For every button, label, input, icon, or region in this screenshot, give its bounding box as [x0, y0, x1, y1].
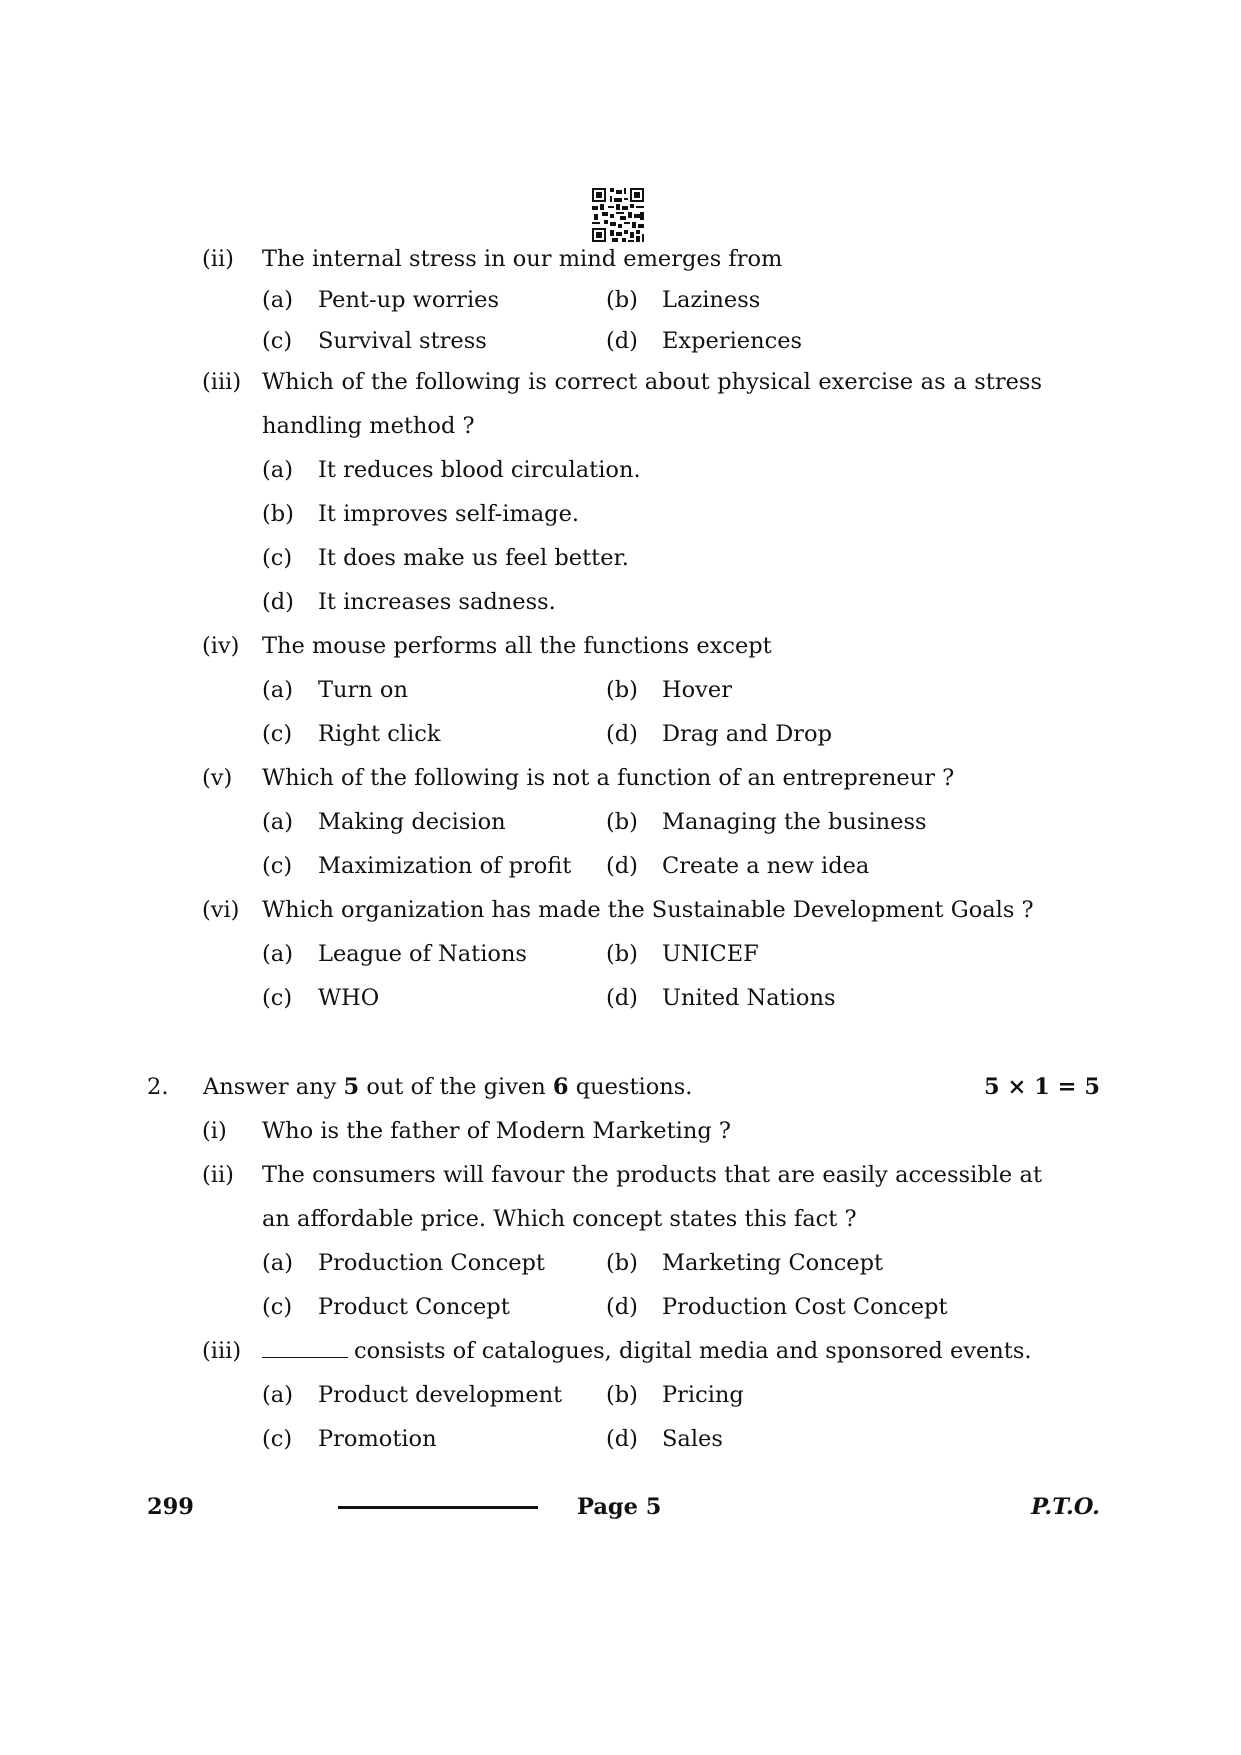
option-letter: (d) [606, 1294, 638, 1320]
marks-allocation: 5 × 1 = 5 [983, 1074, 1100, 1100]
option-letter: (a) [262, 1382, 293, 1408]
option-letter: (c) [262, 328, 293, 354]
question-number: (i) [202, 1118, 227, 1144]
option-letter: (a) [262, 457, 293, 483]
option-text: Product development [318, 1382, 563, 1408]
option-letter: (d) [606, 853, 638, 879]
question-number: (ii) [202, 246, 234, 272]
question-text: The consumers will favour the products that are easily accessible at [262, 1162, 1042, 1188]
paper-code: 299 [147, 1494, 194, 1520]
section-instruction: Answer any 5 out of the given 6 questions. [203, 1074, 693, 1100]
option-letter: (d) [606, 1426, 638, 1452]
footer-divider [338, 1506, 538, 1509]
option-letter: (d) [262, 589, 294, 615]
option-text: Production Concept [318, 1250, 545, 1276]
option-letter: (b) [606, 809, 638, 835]
option-text: Hover [662, 677, 732, 703]
option-letter: (d) [606, 721, 638, 747]
fill-in-blank [262, 1339, 348, 1358]
option-text: Pricing [662, 1382, 744, 1408]
option-letter: (c) [262, 853, 293, 879]
question-text: Who is the father of Modern Marketing ? [262, 1118, 731, 1144]
option-letter: (b) [606, 1250, 638, 1276]
question-text: The mouse performs all the functions except [262, 633, 772, 659]
option-text: Survival stress [318, 328, 487, 354]
option-letter: (a) [262, 941, 293, 967]
option-text: It improves self-image. [318, 501, 580, 527]
question-text-continued: handling method ? [262, 413, 475, 439]
question-text: Which organization has made the Sustainable Development Goals ? [262, 897, 1034, 923]
question-text: The internal stress in our mind emerges from [262, 246, 783, 272]
question-number: (iv) [202, 633, 240, 659]
question-number: (ii) [202, 1162, 234, 1188]
option-letter: (d) [606, 328, 638, 354]
option-text: League of Nations [318, 941, 527, 967]
option-letter: (c) [262, 1294, 293, 1320]
option-letter: (c) [262, 545, 293, 571]
option-text: It increases sadness. [318, 589, 556, 615]
option-letter: (c) [262, 985, 293, 1011]
option-text: Create a new idea [662, 853, 870, 879]
option-letter: (c) [262, 1426, 293, 1452]
page-number: Page 5 [577, 1494, 662, 1520]
option-letter: (b) [606, 941, 638, 967]
option-letter: (a) [262, 287, 293, 313]
question-number-main: 2. [147, 1074, 169, 1100]
option-text: Sales [662, 1426, 723, 1452]
option-text: Turn on [318, 677, 408, 703]
option-text: Production Cost Concept [662, 1294, 948, 1320]
qr-code [592, 188, 644, 242]
option-letter: (b) [606, 677, 638, 703]
question-number: (iii) [202, 1338, 242, 1364]
option-text: It does make us feel better. [318, 545, 629, 571]
option-text: Pent-up worries [318, 287, 499, 313]
option-text: WHO [318, 985, 380, 1011]
option-text: It reduces blood circulation. [318, 457, 641, 483]
option-text: Making decision [318, 809, 506, 835]
option-letter: (b) [606, 287, 638, 313]
option-letter: (a) [262, 809, 293, 835]
option-text: United Nations [662, 985, 836, 1011]
option-letter: (b) [606, 1382, 638, 1408]
question-text: Which of the following is correct about physical exercise as a stress [262, 369, 1042, 395]
option-text: Laziness [662, 287, 761, 313]
option-text: Drag and Drop [662, 721, 832, 747]
option-text: Experiences [662, 328, 803, 354]
question-number: (iii) [202, 369, 242, 395]
option-text: Marketing Concept [662, 1250, 884, 1276]
option-letter: (a) [262, 677, 293, 703]
option-letter: (c) [262, 721, 293, 747]
option-text: Product Concept [318, 1294, 510, 1320]
question-number: (v) [202, 765, 233, 791]
option-text: Maximization of profit [318, 853, 572, 879]
question-number: (vi) [202, 897, 240, 923]
pto-label: P.T.O. [1031, 1494, 1100, 1520]
option-text: Promotion [318, 1426, 437, 1452]
option-text: Right click [318, 721, 441, 747]
question-text: Which of the following is not a function of an entrepreneur ? [262, 765, 955, 791]
question-text-continued: an affordable price. Which concept states this fact ? [262, 1206, 857, 1232]
question-text: consists of catalogues, digital media and sponsored events. [262, 1336, 1032, 1366]
option-letter: (d) [606, 985, 638, 1011]
option-letter: (a) [262, 1250, 293, 1276]
option-letter: (b) [262, 501, 294, 527]
option-text: UNICEF [662, 941, 759, 967]
option-text: Managing the business [662, 809, 927, 835]
